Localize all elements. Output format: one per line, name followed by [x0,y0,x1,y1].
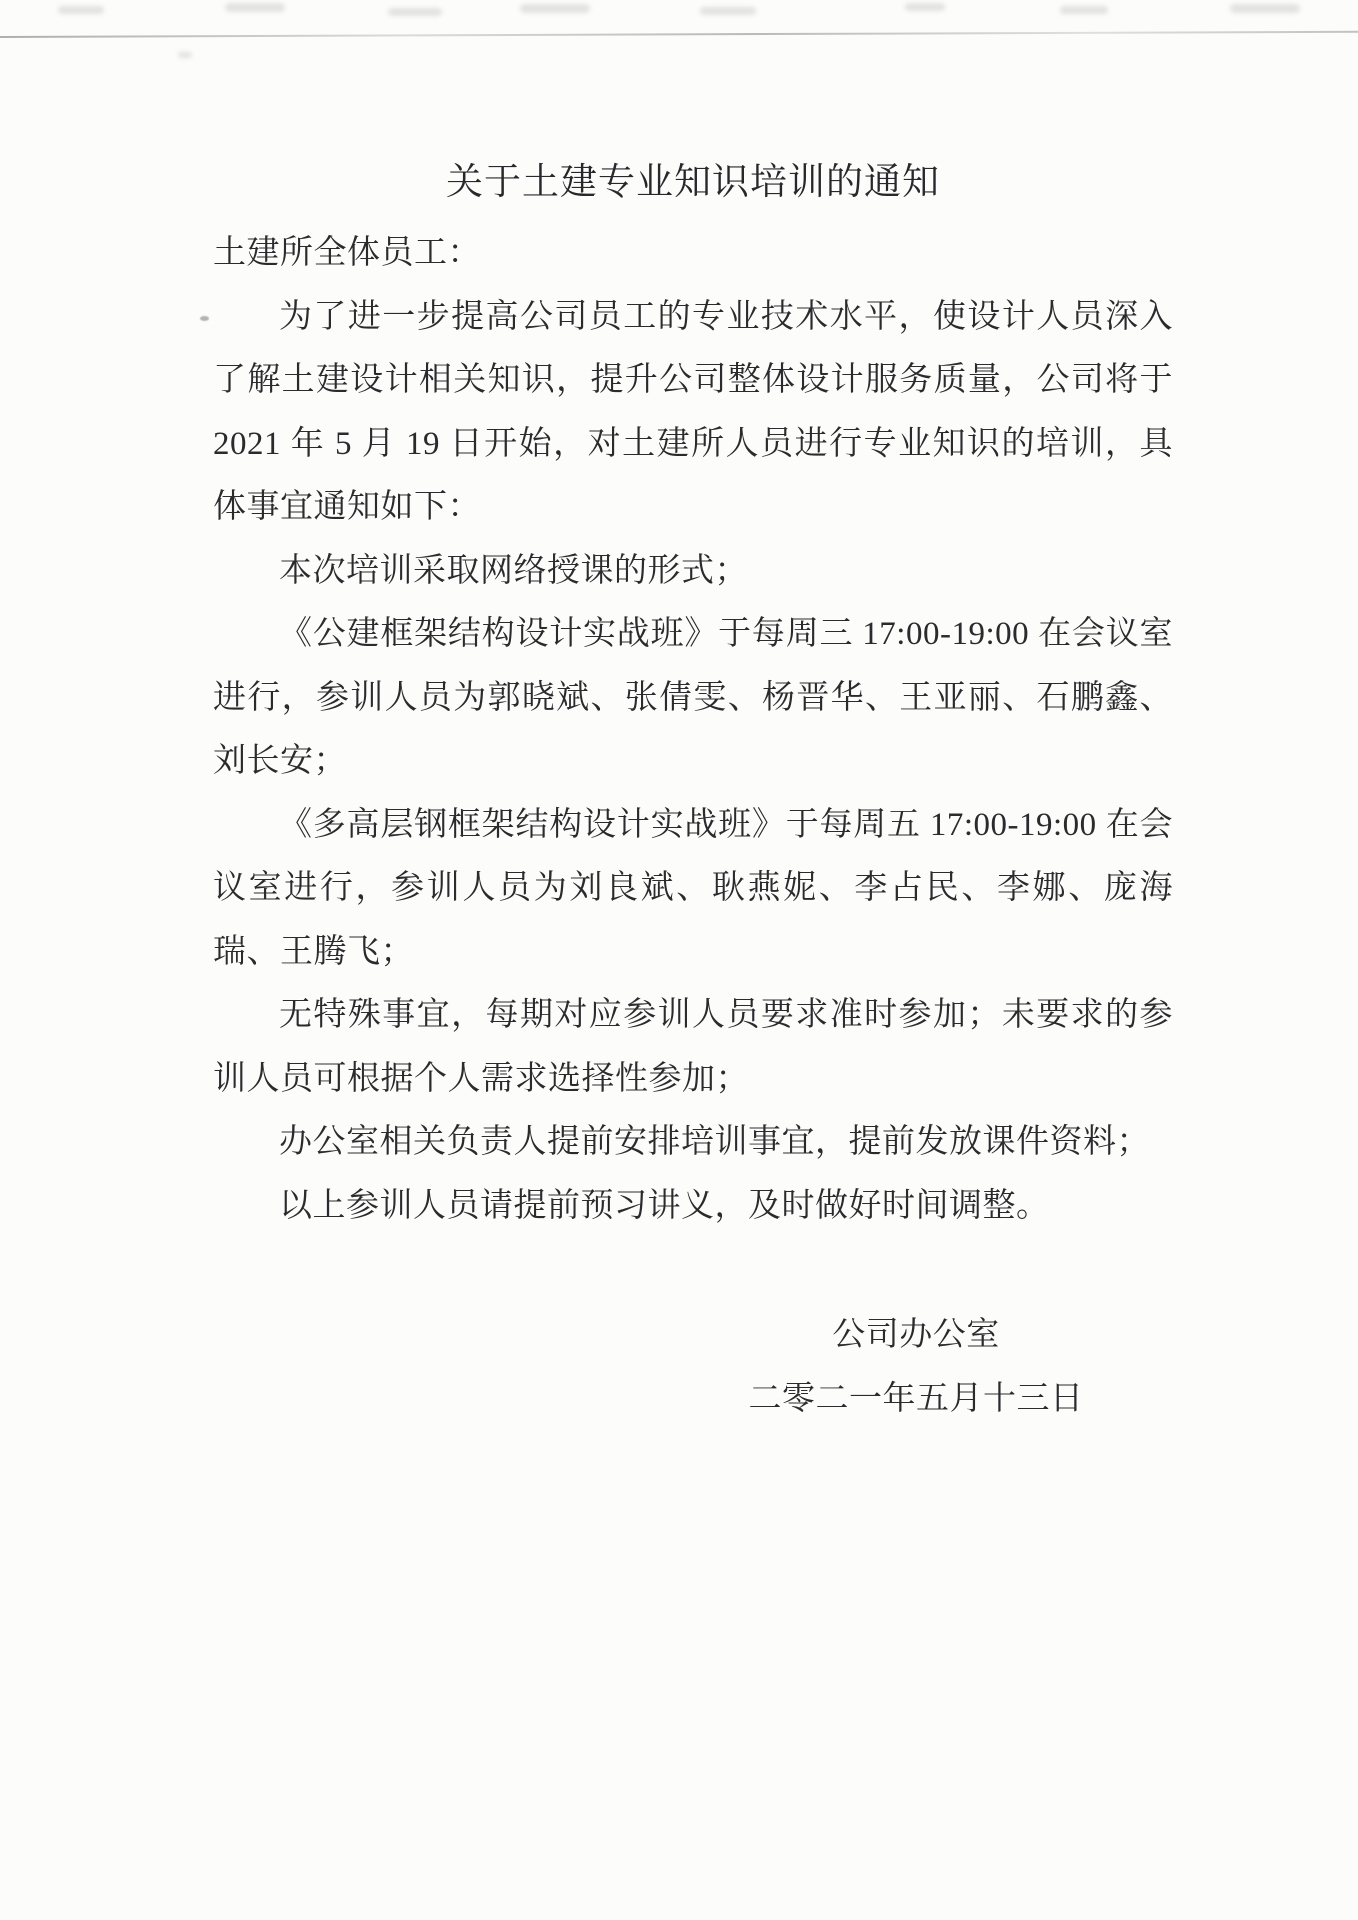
paragraph-preparation: 以上参训人员请提前预习讲义，及时做好时间调整。 [279,1187,1050,1224]
signature-block [701,1304,1131,1431]
paragraph-format: 本次培训采取网络授课的形式； [279,552,748,589]
paragraph-class-frame-structure: 《公建框架结构设计实战班》于每周三 17:00-19:00 在会议室进行，参训人员为郭晓斌、张倩雯、杨晋华、王亚丽、石鹏鑫、刘长安； [213,616,1173,779]
paragraph-attendance-rule: 无特殊事宜，每期对应参训人员要求准时参加；未要求的参训人员可根据个人需求选择性参加； [213,997,1173,1097]
salutation: 土建所全体员工： [213,235,481,271]
signature-date: 二零二一年五月十三日 [748,1380,1084,1417]
scan-smudge [58,6,104,14]
scan-smudge [1230,4,1300,13]
paragraph-office-duty: 办公室相关负责人提前安排培训事宜，提前发放课件资料； [279,1124,1150,1160]
notice-document [213,0,1173,1431]
paragraph-purpose: 为了进一步提高公司员工的专业技术水平，使设计人员深入了解土建设计相关知识，提升公司整体设计服务质量，公司将于 2021 年 5 月 19 日开始，对土建所人员进行专业知识的培训，具体事宜通知如下： [213,298,1173,525]
paragraph-class-steel-frame: 《多高层钢框架结构设计实战班》于每周五 17:00-19:00 在会议室进行，参训人员为刘良斌、耿燕妮、李占民、李娜、庞海瑞、王腾飞； [213,806,1173,970]
scan-smudge [178,52,192,58]
notice-title: 关于土建专业知识培训的通知 [446,162,940,203]
signature-org: 公司办公室 [832,1317,1000,1353]
notice-body [213,222,1173,1238]
scan-speck [200,316,209,321]
